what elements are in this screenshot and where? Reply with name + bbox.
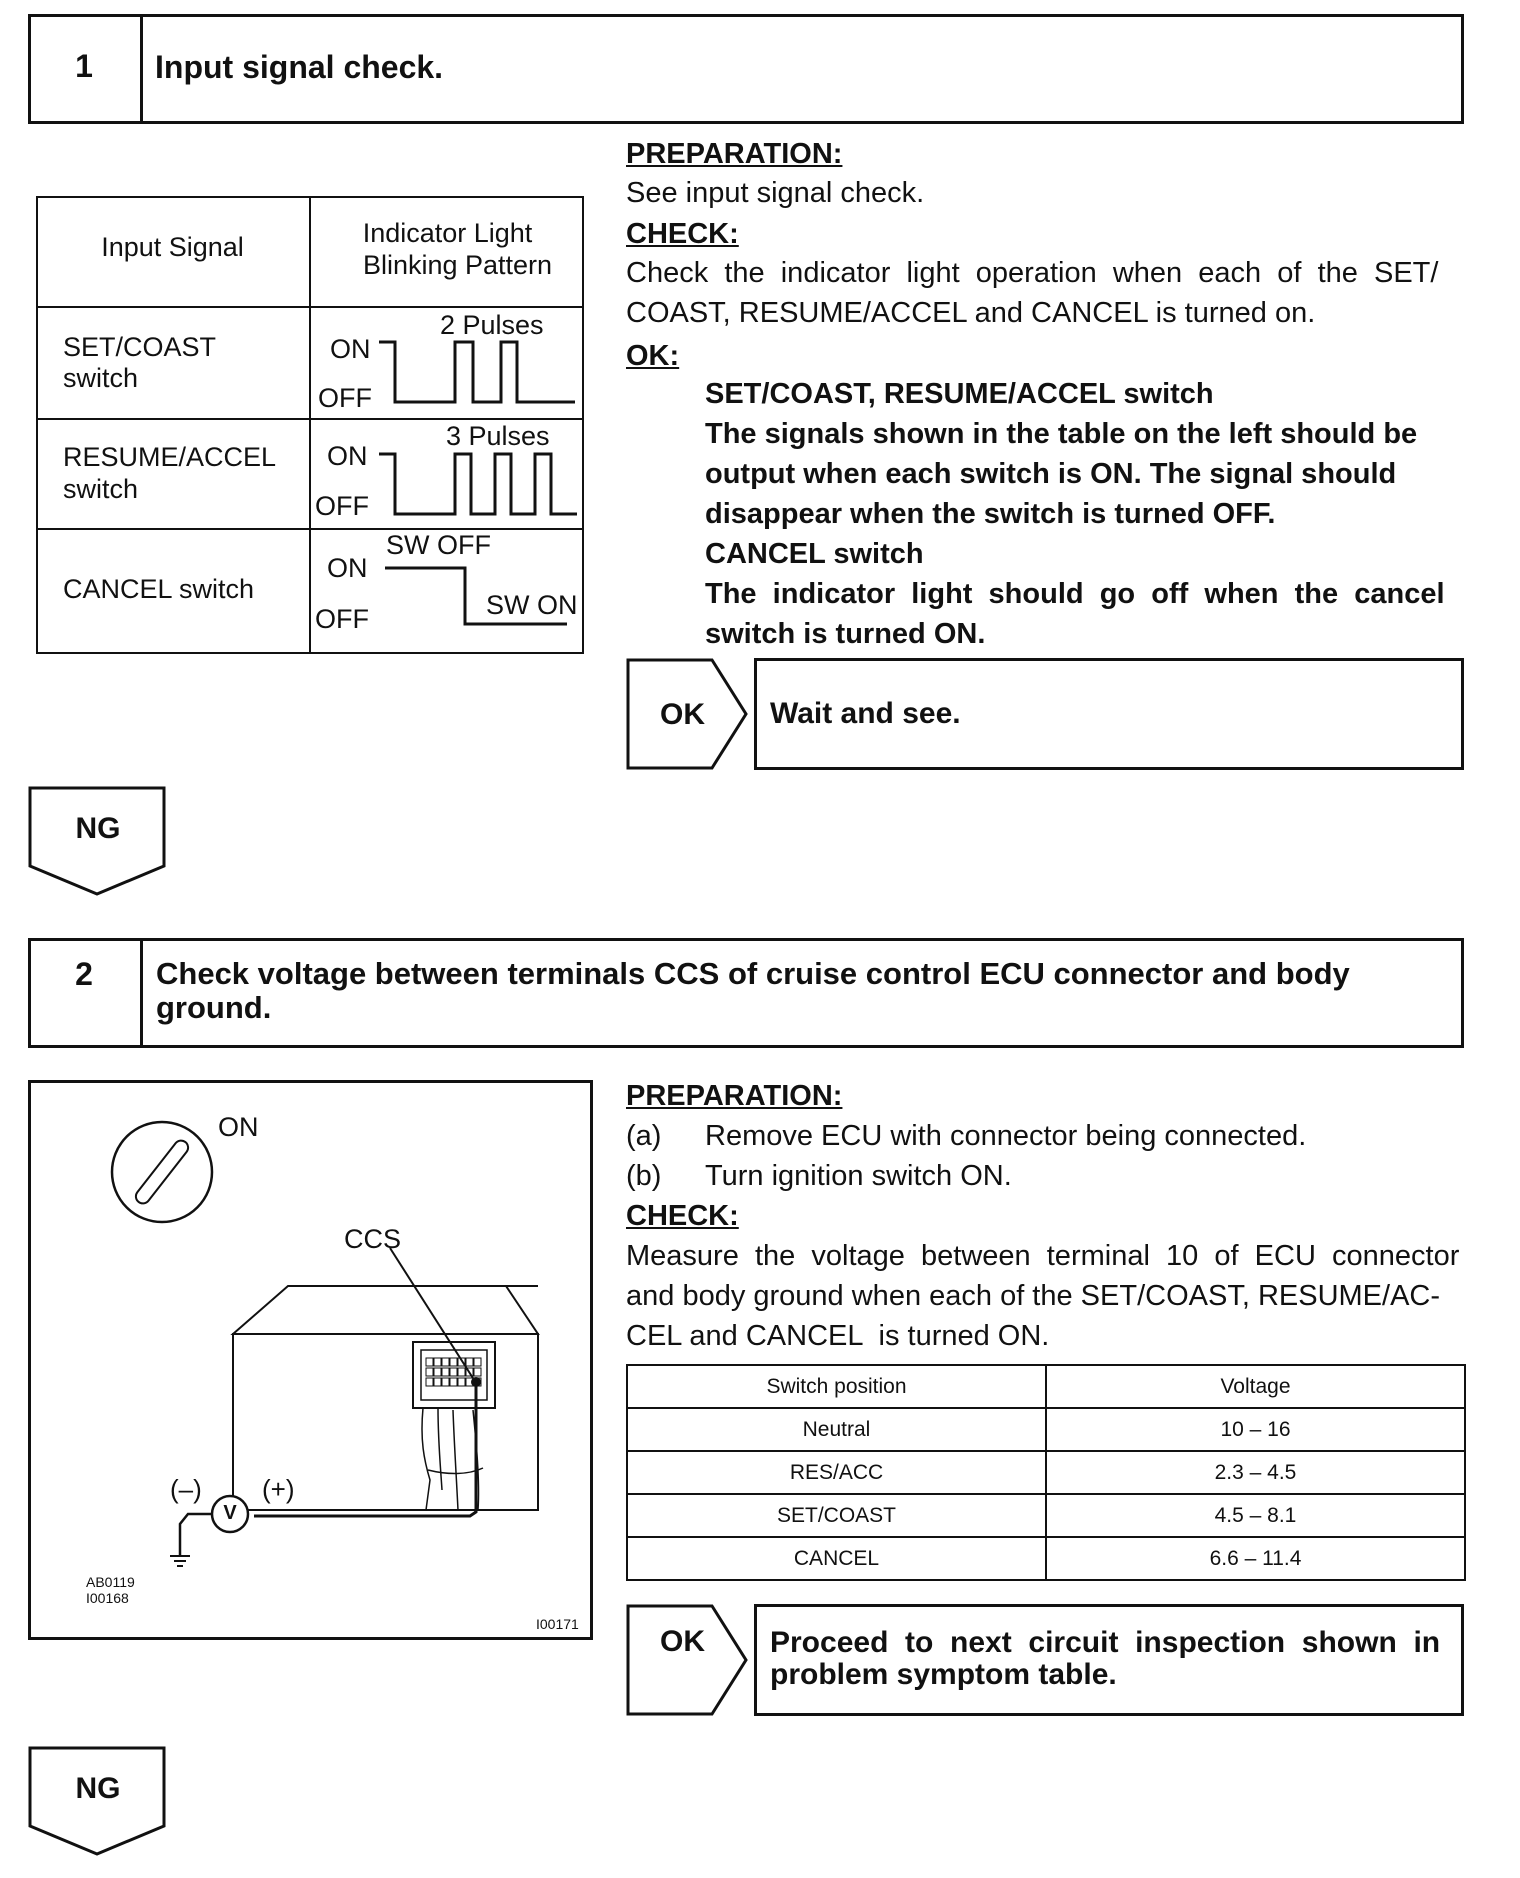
- figure-code-3: I00171: [536, 1616, 579, 1632]
- table-row: [627, 1494, 1465, 1537]
- row3-name: CANCEL switch: [63, 574, 255, 604]
- step2-check-head: CHECK:: [626, 1200, 739, 1232]
- cell-position: RES/ACC: [627, 1451, 1046, 1494]
- step1-title: Input signal check.: [155, 49, 444, 85]
- table-row: [627, 1408, 1465, 1451]
- step1-number: 1: [75, 48, 93, 84]
- cell-position: SET/COAST: [627, 1494, 1046, 1537]
- step1-ok-line7: switch is turned ON.: [705, 618, 986, 650]
- col-pattern-line2: Blinking Pattern: [362, 250, 553, 280]
- step2-divider: [140, 938, 143, 1048]
- step1-ok-line5: CANCEL switch: [705, 538, 924, 570]
- step1-check-line1: Check the indicator light operation when each of the SET/: [626, 257, 1439, 289]
- row3-on: ON: [327, 553, 368, 583]
- table-row: [627, 1451, 1465, 1494]
- step1-ok-tag: OK: [660, 698, 705, 731]
- row3-off: OFF: [315, 604, 369, 634]
- step1-ok-head: OK:: [626, 340, 680, 372]
- ccs-label: CCS: [344, 1224, 402, 1254]
- step1-ok-line6: The indicator light should go off when the cancel: [705, 578, 1445, 610]
- step2-title-line1: Check voltage between terminals CCS of cruise control ECU connector and body: [156, 956, 1350, 991]
- row3-waveform: [309, 528, 584, 654]
- step2-prep-b-marker: (b): [626, 1160, 662, 1192]
- step1-ok-result: Wait and see.: [770, 697, 961, 730]
- step2-prep-a-marker: (a): [626, 1120, 662, 1152]
- table-row: [627, 1537, 1465, 1580]
- voltage-table-header: [627, 1365, 1465, 1408]
- col-voltage: Voltage: [1046, 1365, 1465, 1408]
- step2-ok-tag: OK: [660, 1625, 705, 1658]
- row2-waveform: [309, 418, 584, 530]
- figure-code-2: I00168: [86, 1590, 129, 1606]
- figure-code-1: AB0119: [86, 1574, 135, 1590]
- step2-check-line1: Measure the voltage between terminal 10 of ECU connector: [626, 1240, 1460, 1272]
- step2-number: 2: [75, 956, 93, 992]
- row1-off: OFF: [318, 383, 372, 413]
- step1-ok-line4: disappear when the switch is turned OFF.: [705, 498, 1276, 530]
- cell-voltage: 2.3 – 4.5: [1046, 1451, 1465, 1494]
- cell-voltage: 10 – 16: [1046, 1408, 1465, 1451]
- step1-check-head: CHECK:: [626, 218, 739, 250]
- step1-ok-line3: output when each switch is ON. The signal should: [705, 458, 1397, 490]
- step1-prep-text: See input signal check.: [626, 177, 925, 209]
- step2-ok-line1: Proceed to next circuit inspection shown in: [770, 1626, 1441, 1659]
- row2-on: ON: [327, 441, 368, 471]
- row1-pulse-label: 2 Pulses: [440, 310, 544, 340]
- cell-voltage: 6.6 – 11.4: [1046, 1537, 1465, 1580]
- step2-prep-b-text: Turn ignition switch ON.: [705, 1160, 1012, 1192]
- row2-pulse-label: 3 Pulses: [446, 421, 550, 451]
- step2-ok-arrow: [626, 1604, 750, 1716]
- cell-position: CANCEL: [627, 1537, 1046, 1580]
- minus-label: (–): [170, 1474, 202, 1504]
- row1-name: SET/COAST: [63, 332, 217, 362]
- step1-prep-head: PREPARATION:: [626, 138, 843, 170]
- col-switch-position: Switch position: [627, 1365, 1046, 1408]
- row1-waveform: [309, 306, 584, 418]
- step1-ok-line1: SET/COAST, RESUME/ACCEL switch: [705, 378, 1214, 410]
- step1-ng-tag: NG: [75, 812, 121, 845]
- ecu-figure-drawing: [28, 1080, 593, 1640]
- ignition-on-label: ON: [218, 1112, 259, 1142]
- step1-divider: [140, 14, 143, 124]
- step1-ok-line2: The signals shown in the table on the left should be: [705, 418, 1418, 450]
- col-pattern-line1: Indicator Light: [362, 218, 533, 248]
- row2-off: OFF: [315, 491, 369, 521]
- cell-voltage: 4.5 – 8.1: [1046, 1494, 1465, 1537]
- cell-position: Neutral: [627, 1408, 1046, 1451]
- row3-label-on: SW ON: [486, 590, 578, 620]
- step2-prep-head: PREPARATION:: [626, 1080, 843, 1112]
- step2-ng-tag: NG: [75, 1772, 121, 1805]
- row1-on: ON: [330, 334, 371, 364]
- voltmeter-label: V: [223, 1502, 237, 1524]
- step2-check-line2: and body ground when each of the SET/COAST, RESUME/AC-: [626, 1280, 1441, 1312]
- row2-name-2: switch: [63, 474, 139, 504]
- step2-check-line3: CEL and CANCEL is turned ON.: [626, 1320, 1050, 1352]
- col-input-signal: Input Signal: [101, 232, 244, 262]
- row3-label-off: SW OFF: [386, 530, 491, 560]
- row1-name-2: switch: [63, 363, 139, 393]
- step2-ok-line2: problem symptom table.: [770, 1658, 1117, 1691]
- step2-title-line2: ground.: [156, 990, 272, 1025]
- step2-prep-a-text: Remove ECU with connector being connected.: [705, 1120, 1307, 1152]
- row2-name: RESUME/ACCEL: [63, 442, 277, 472]
- step1-check-line2: COAST, RESUME/ACCEL and CANCEL is turned on.: [626, 297, 1316, 329]
- plus-label: (+): [262, 1474, 295, 1504]
- voltage-table: [626, 1364, 1466, 1581]
